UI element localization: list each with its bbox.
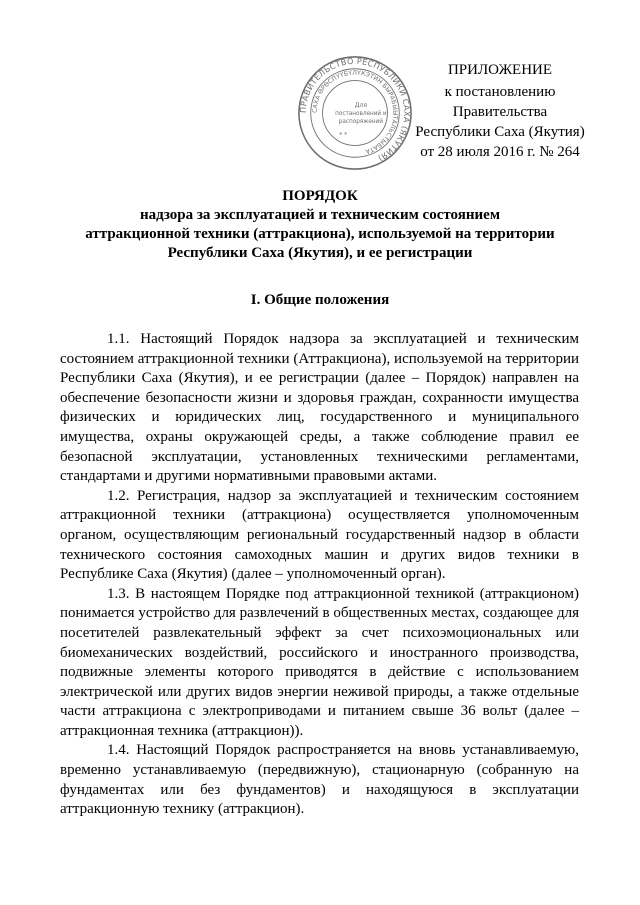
official-seal-stamp	[296, 54, 414, 172]
title-heading: ПОРЯДОК	[282, 188, 358, 204]
document-title	[60, 187, 580, 263]
paragraph-1-3: 1.3. В настоящем Порядке под аттракционной техникой (аттракционом) понимается устройство для развлечений в общественных местах, создающее для посетителей развлекательный эффект за счет психоэмоциональных или биомеханических воздействий, российского и иностранного производства, подвижные элементы которого приводятся в действие с использованием электрической или других видов энергии неживой природы, а также отдельные части аттракциона с электроприводами и питанием свыше 36 вольт (далее – аттракционная техника (аттракцион)).	[60, 585, 579, 739]
title-line-3: аттракционной техники (аттракциона), используемой на территории	[85, 226, 555, 242]
appendix-line-resolution: к постановлению Правительства	[444, 84, 556, 120]
document-body	[60, 330, 579, 820]
svg-text:* *: * *	[339, 132, 348, 139]
svg-text:Для: Для	[354, 102, 368, 110]
appendix-block	[400, 60, 600, 162]
paragraph-1-4: 1.4. Настоящий Порядок распространяется на вновь устанавливаемую, временно устанавливаемую (передвижную), стационарную (собранную на фундаментах или без фундаментов) и находящуюся в эксплуатации аттракционную технику (аттракцион).	[60, 742, 579, 818]
svg-text:распоряжений: распоряжений	[338, 118, 383, 125]
seal-inner-text: САХА ӨРӨСПҮҮБҮЛҮКЭТИН БЫРАБЫЫТАЛЬСТЫБАТА	[311, 69, 399, 155]
title-line-4: Республики Саха (Якутия), и ее регистрации	[167, 245, 473, 261]
appendix-line-republic: Республики Саха (Якутия)	[415, 124, 585, 140]
appendix-title: ПРИЛОЖЕНИЕ	[447, 62, 553, 78]
paragraph-1-1: 1.1. Настоящий Порядок надзора за эксплуатацией и техническим состоянием аттракционной техники (Аттракциона), используемой на территории Республики Саха (Якутия), и ее регистрации (далее – Порядок) направлен на обеспечение безопасности жизни и здоровья граждан, сохранности имущества физических и юридических лиц, государственного и муниципального имущества, охраны окружающей среды, а также соблюдение правил ее безопасной эксплуатации, установленных техническими регламентами, стандартами и другими нормативными правовыми актами.	[60, 331, 579, 485]
svg-text:постановлений и: постановлений и	[335, 110, 387, 117]
paragraph-1-2: 1.2. Регистрация, надзор за эксплуатацией и техническим состоянием аттракционной техники (аттракциона) осуществляется уполномоченным органом, осуществляющим региональный государственный надзор в области технического состояния самоходных машин и других видов техники в Республике Саха (Якутия) (далее – уполномоченный орган).	[60, 487, 579, 583]
title-line-2: надзора за эксплуатацией и техническим состоянием	[139, 207, 501, 223]
section-heading: I. Общие положения	[250, 292, 390, 308]
appendix-line-date: от 28 июля 2016 г. № 264	[420, 144, 580, 160]
seal-ring-text: ПРАВИТЕЛЬСТВО РЕСПУБЛИКИ САХА (ЯКУТИЯ)	[298, 56, 412, 163]
